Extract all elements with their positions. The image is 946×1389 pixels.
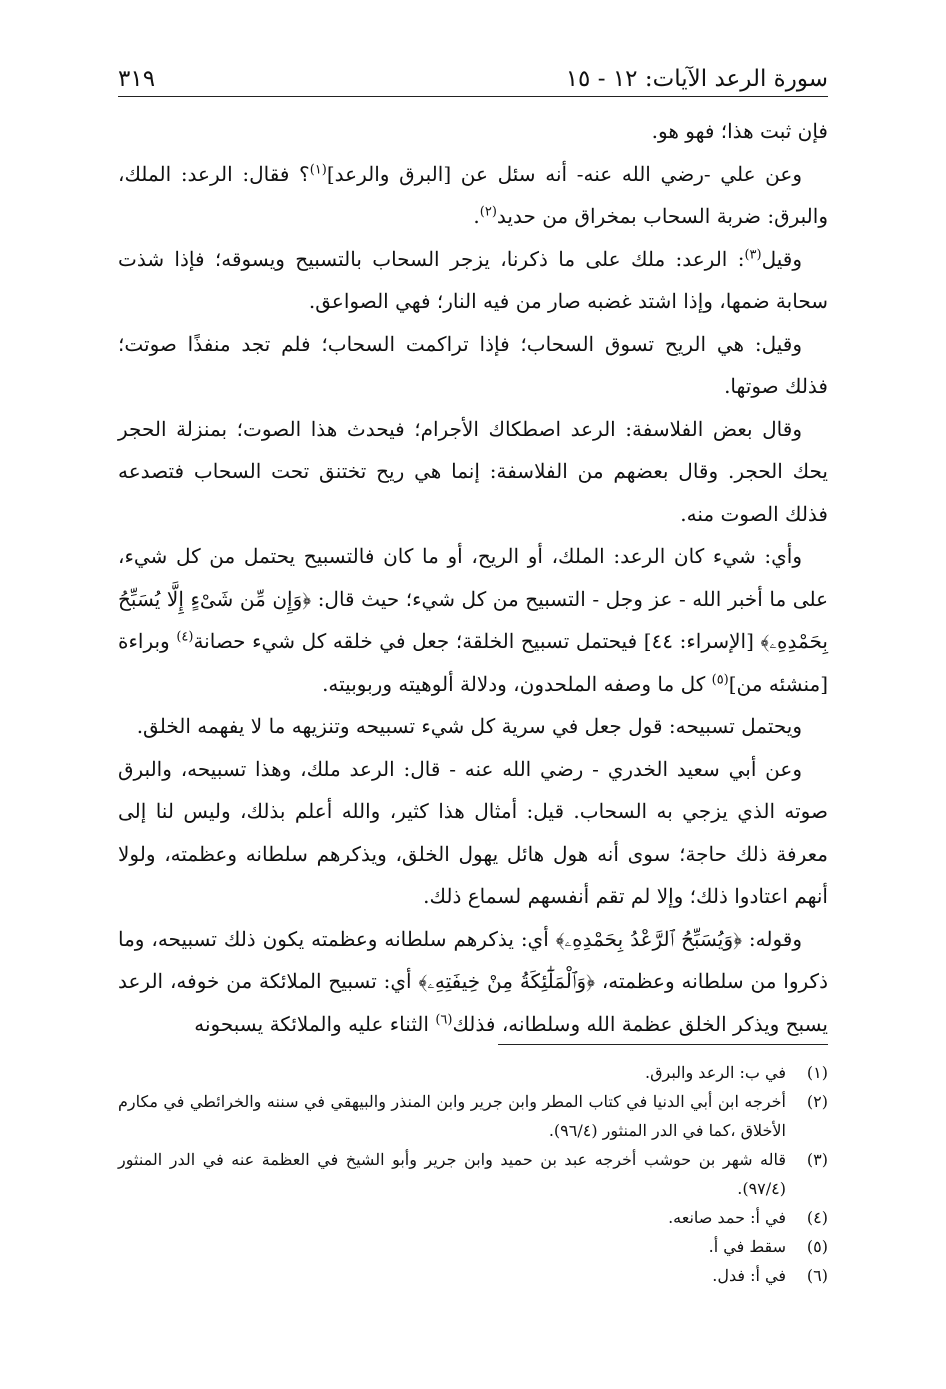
main-text — [118, 110, 828, 1045]
footnote-ref: (٤) — [176, 629, 194, 645]
footnote-ref: (١) — [309, 161, 327, 177]
quran-quote: ﴿وَيُسَبِّحُ ٱلرَّعْدُ بِحَمْدِهِۦ﴾ — [555, 926, 742, 951]
page-number: ٣١٩ — [118, 66, 156, 92]
text-run: أي: تسبيح الملائكة من خوفه، الرعد يسبح ويذكر الخلق عظمة الله وسلطانه، فذلك — [118, 969, 828, 1036]
footnote-text: سقط في أ. — [708, 1237, 786, 1256]
footnote-number: (١) — [806, 1063, 828, 1082]
text-run: ويحتمل تسبيحه: قول جعل في سرية كل شيء تسبيحه وتنزيهه ما لا يفهمه الخلق. — [136, 714, 802, 738]
footnote — [118, 1058, 828, 1087]
footnote-ref: (٥) — [711, 671, 729, 687]
footnote — [118, 1203, 828, 1232]
footnotes — [118, 1058, 828, 1290]
text-run: وقال بعض الفلاسفة: الرعد اصطكاك الأجرام؛ فيحدث هذا الصوت؛ بمنزلة الحجر يحك الحجر. وقال بعضهم من الفلاسفة: إنما هي ريح تختنق تحت السحاب فتصدعه فذلك الصوت منه. — [118, 416, 828, 526]
text-run: وقيل — [761, 246, 802, 271]
text-run: أي: يذكرهم سلطانه وعظمته يكون ذلك تسبيحه، وما ذكروا من سلطانه وعظمته، — [118, 926, 828, 993]
text-run: وأي: شيء كان الرعد: الملك، أو الريح، أو ما كان فالتسبيح يحتمل من كل شيء، على ما أخبر الله - عز وجل - التسبيح من كل شيء؛ حيث قال: — [118, 544, 829, 611]
text-run: ؟ فقال: الرعد: الملك، والبرق: ضربة السحاب بمخراق من حديد — [118, 161, 828, 228]
footnote — [118, 1232, 828, 1261]
footnote-number: (٢) — [806, 1092, 828, 1111]
footnote-ref: (٢) — [479, 204, 497, 220]
paragraph — [118, 918, 828, 1046]
footnote — [118, 1261, 828, 1290]
paragraph — [118, 408, 828, 536]
footnote-text: في أ: حمد صانعه. — [668, 1208, 786, 1227]
footnote — [118, 1087, 828, 1145]
footnote-text: قاله شهر بن حوشب أخرجه عبد بن حميد وابن جرير وأبو الشيخ في العظمة عنه في الدر المنثور (٩٧/٤). — [118, 1150, 786, 1198]
footnote-ref: (٦) — [435, 1011, 453, 1027]
text-run: . — [473, 204, 480, 228]
text-run: : الرعد: ملك على ما ذكرنا، يزجر السحاب بالتسبيح ويسوقه؛ فإذا شذت سحابة ضمها، وإذا اشتد غضبه صار من فيه النار؛ فهي الصواعق. — [118, 246, 828, 313]
footnote-text: أخرجه ابن أبي الدنيا في كتاب المطر وابن جرير وابن المنذر والبيهقي في سننه والخرائطي في مكارم الأخلاق ،كما في الدر المنثور (٩٦/٤). — [118, 1092, 786, 1140]
paragraph — [118, 323, 828, 408]
paragraph — [118, 238, 828, 323]
text-run: وقيل: هي الريح تسوق السحاب؛ فإذا تراكمت السحاب؛ فلم تجد منفذًا صوتت؛ فذلك صوتها. — [118, 331, 828, 398]
text-run: وعن أبي سعيد الخدري - رضي الله عنه - قال: الرعد ملك، وهذا تسبيحه، والبرق صوته الذي يزجي به السحاب. قيل: أمثال هذا كثير، والله أعلم بذلك، وليس لنا إلى معرفة ذلك حاجة؛ سوى أنه هول هائل يهول الخلق، ويذكرهم سلطانه وعظمته، ولولا أنهم اعتادوا ذلك؛ وإلا لم تقم أنفسهم لسماع ذلك. — [118, 756, 828, 908]
text-run: الثناء عليه والملائكة يسبحونه — [194, 1011, 436, 1036]
text-run: وقوله: — [742, 926, 803, 951]
footnote-number: (٤) — [806, 1208, 828, 1227]
page-header — [118, 52, 828, 97]
footnote-text: في أ: فدل. — [712, 1266, 786, 1285]
footnote-number: (٦) — [806, 1266, 828, 1285]
paragraph — [118, 153, 828, 238]
paragraph — [118, 535, 828, 705]
text-run: وبراءة [منشئه من] — [118, 629, 828, 696]
footnote-ref: (٣) — [744, 246, 762, 262]
footnote-number: (٣) — [806, 1150, 828, 1169]
text-run: وعن علي -رضي الله عنه- أنه سئل عن [البرق والرعد] — [326, 161, 802, 186]
footnote — [118, 1145, 828, 1203]
paragraph — [118, 748, 828, 918]
footnote-number: (٥) — [806, 1237, 828, 1256]
paragraph — [118, 705, 828, 748]
quran-quote: ﴿وَإِن مِّن شَىْءٍ إِلَّا يُسَبِّحُ بِحَمْدِهِۦ﴾ — [118, 586, 828, 653]
running-title: سورة الرعد الآيات: ١٢ - ١٥ — [565, 66, 828, 92]
footnote-text: في ب: الرعد والبرق. — [645, 1063, 786, 1082]
text-run: [الإسراء: ٤٤] فيحتمل تسبيح الخلقة؛ جعل في خلقه كل شيء حصانة — [193, 629, 761, 653]
paragraph — [118, 110, 828, 153]
quran-quote: ﴿وَٱلْمَلَٰٓئِكَةُ مِنْ خِيفَتِهِۦ﴾ — [418, 969, 595, 993]
text-run: كل ما وصفه الملحدون، ودلالة ألوهيته وربوبيته. — [322, 671, 712, 696]
text-run: فإن ثبت هذا؛ فهو هو. — [651, 119, 828, 143]
footnote-separator — [498, 1044, 828, 1045]
